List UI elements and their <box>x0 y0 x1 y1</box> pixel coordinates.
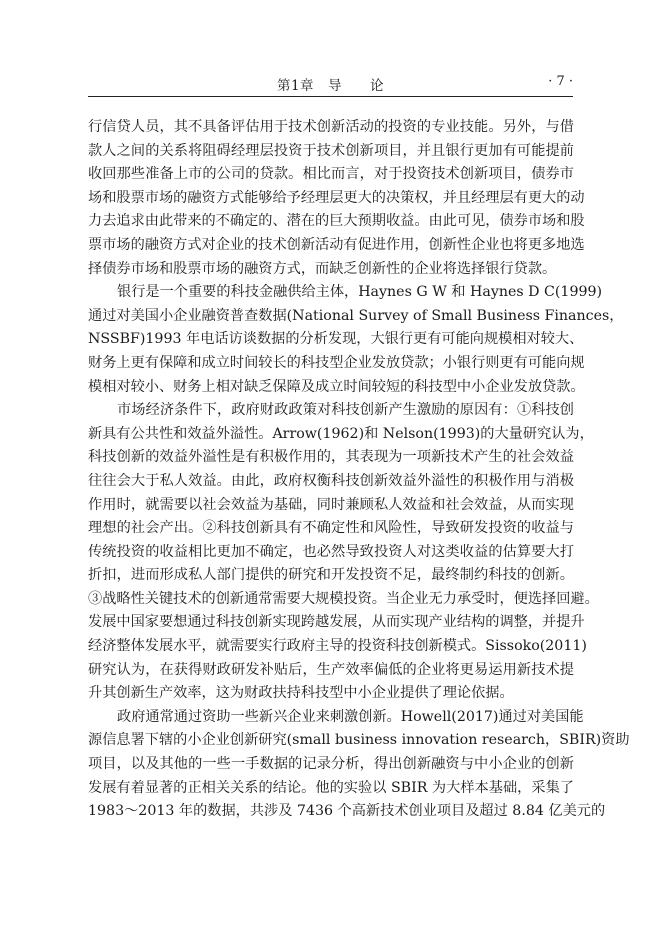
body-text <box>88 116 630 824</box>
text-line: 经济整体发展水平，就需要实行政府主导的投资科技创新模式。Sissoko(2011) <box>88 638 587 655</box>
text-line: 项目，以及其他的一些一手数据的记录分析，得出创新融资与中小企业的创新 <box>88 756 574 773</box>
text-line: 款人之间的关系将阻碍经理层投资于技术创新项目，并且银行更加有可能提前 <box>88 142 574 159</box>
text-line: NSSBF)1993 年电话访谈数据的分析发现，大银行更有可能向规模相对较大、 <box>88 331 584 348</box>
text-line: 发展中国家要想通过科技创新实现跨越发展，从而实现产业结构的调整，并提升 <box>88 614 585 631</box>
text-line: 源信息署下辖的小企业创新研究(small business innovation research，SBIR)资助 <box>88 732 630 749</box>
text-line: 市场经济条件下，政府财政政策对科技创新产生激励的原因有：①科技创 <box>117 402 574 419</box>
page-number: · 7 · <box>548 74 573 89</box>
text-line: 场和股票市场的融资方式能够给予经理层更大的决策权，并且经理层有更大的动 <box>88 189 585 206</box>
text-line: 模相对较小、财务上相对缺乏保障及成立时间较短的科技型中小企业发放贷款。 <box>88 378 585 395</box>
text-line: 择债券市场和股票市场的融资方式，而缺乏创新性的企业将选择银行贷款。 <box>88 260 557 277</box>
paragraph <box>88 116 585 281</box>
text-line: 升其创新生产效率，这为财政扶持科技型中小企业提供了理论依据。 <box>88 685 514 702</box>
text-line: 折扣，进而形成私人部门提供的研究和开发投资不足，最终制约科技的创新。 <box>88 567 574 584</box>
text-line: 往往会大于私人效益。由此，政府权衡科技创新效益外溢性的积极作用与消极 <box>88 472 574 489</box>
text-line: 收回那些准备上市的公司的贷款。相比而言，对于投资技术创新项目，债券市 <box>88 166 574 183</box>
text-line: 作用时，就需要以社会效益为基础，同时兼顾私人效益和社会效益，从而实现 <box>88 496 574 513</box>
text-line: 票市场的融资方式对企业的技术创新活动有促进作用，创新性企业也将更多地选 <box>88 236 585 253</box>
paragraph <box>88 281 624 399</box>
paragraph <box>88 399 599 706</box>
text-line: 传统投资的收益相比更加不确定，也必然导致投资人对这类收益的估算要大打 <box>88 543 574 560</box>
text-line: 行信贷人员，其不具备评估用于技术创新活动的投资的专业技能。另外，与借 <box>88 119 574 135</box>
text-line: 财务上更有保障和成立时间较长的科技型企业发放贷款；小银行则更有可能向规 <box>88 354 585 371</box>
paragraph <box>88 706 630 824</box>
text-line: 力去追求由此带来的不确定的、潜在的巨大预期收益。由此可见，债券市场和股 <box>88 213 585 230</box>
text-line: ③战略性关键技术的创新通常需要大规模投资。当企业无力承受时，便选择回避。 <box>88 590 599 607</box>
chapter-title: 第1章 导 论 <box>276 78 385 94</box>
text-line: 通过对美国小企业融资普查数据(National Survey of Small Business Finances， <box>88 307 624 324</box>
text-line: 发展有着显著的正相关关系的结论。他的实验以 SBIR 为大样本基础，采集了 <box>88 779 574 796</box>
running-header <box>88 70 573 97</box>
text-line: 科技创新的效益外溢性是有积极作用的，其表现为一项新技术产生的社会效益 <box>88 449 574 466</box>
text-line: 研究认为，在获得财政研发补贴后，生产效率偏低的企业将更易运用新技术提 <box>88 661 574 678</box>
text-line: 政府通常通过资助一些新兴企业来刺激创新。Howell(2017)通过对美国能 <box>117 708 584 725</box>
text-line: 新具有公共性和效益外溢性。Arrow(1962)和 Nelson(1993)的大量研究认为， <box>88 425 594 442</box>
text-line: 理想的社会产出。②科技创新具有不确定性和风险性，导致研发投资的收益与 <box>88 520 574 537</box>
text-line: 银行是一个重要的科技金融供给主体，Haynes G W 和 Haynes D C(1999) <box>117 284 603 301</box>
text-line: 1983～2013 年的数据，共涉及 7436 个高新技术创业项目及超过 8.84 亿美元的 <box>88 803 606 820</box>
